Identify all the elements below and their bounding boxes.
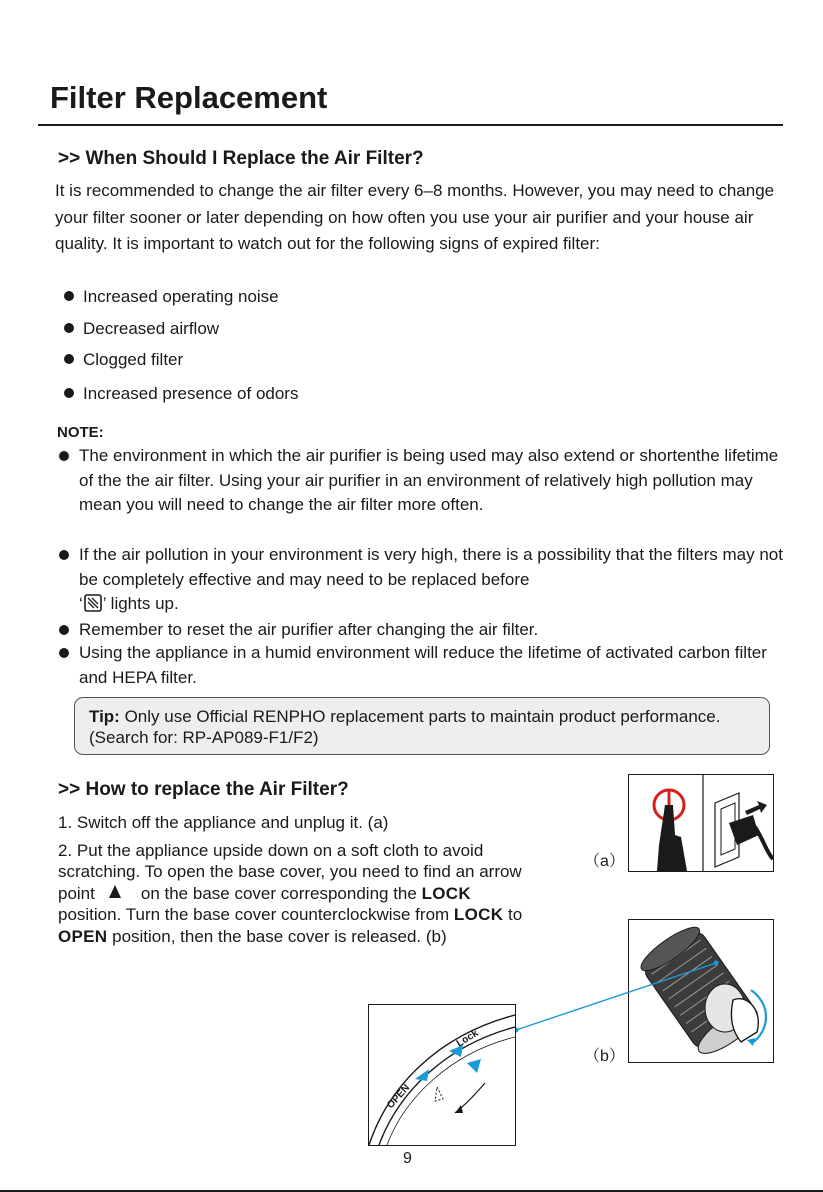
tip-label: Tip: [89, 707, 120, 726]
list-item: Clogged filter [64, 350, 183, 370]
list-item: Decreased airflow [64, 319, 219, 339]
lock-label: LOCK [453, 905, 504, 924]
list-item: Increased presence of odors [64, 384, 298, 404]
section-heading-how: >> How to replace the Air Filter? [58, 779, 349, 800]
figure-b-caption: （b） [584, 1048, 625, 1065]
page-title: Filter Replacement [50, 80, 328, 115]
figure-a-caption: （a） [584, 853, 625, 870]
note-label: NOTE: [57, 424, 104, 441]
dial-illustration [369, 1005, 515, 1145]
dial-open-text: OPEN [385, 1082, 413, 1112]
step-1: 1. Switch off the appliance and unplug it. (a) [58, 813, 389, 832]
list-item: Increased operating noise [64, 287, 279, 307]
lock-label: LOCK [421, 883, 471, 903]
page-number: 9 [403, 1150, 412, 1167]
when-paragraph: It is recommended to change the air filter every 6–8 months. However, you may need to change your filter sooner or later depending on how often you use your air purifier and your house air quality. It is important to watch out for the following signs of expired filter: [55, 181, 775, 253]
dial-lock-text: Lock [454, 1027, 481, 1050]
dial-closeup [368, 1004, 516, 1146]
step-2: 2. Put the appliance upside down on a soft cloth to avoid scratching. To open the base cover, you need to find an arrow point on the base cover corresponding the LOCK position. Turn the base cover counterclockwise from LOCK to OPEN position, then the base cover is released. (b) [58, 840, 523, 946]
tip-text: Only use Official RENPHO replacement parts to maintain product performance.(Search for: RP-AP089-F1/F2) [89, 707, 721, 747]
open-label: OPEN [58, 926, 108, 946]
section-heading-when: >> When Should I Replace the Air Filter? [58, 148, 424, 169]
